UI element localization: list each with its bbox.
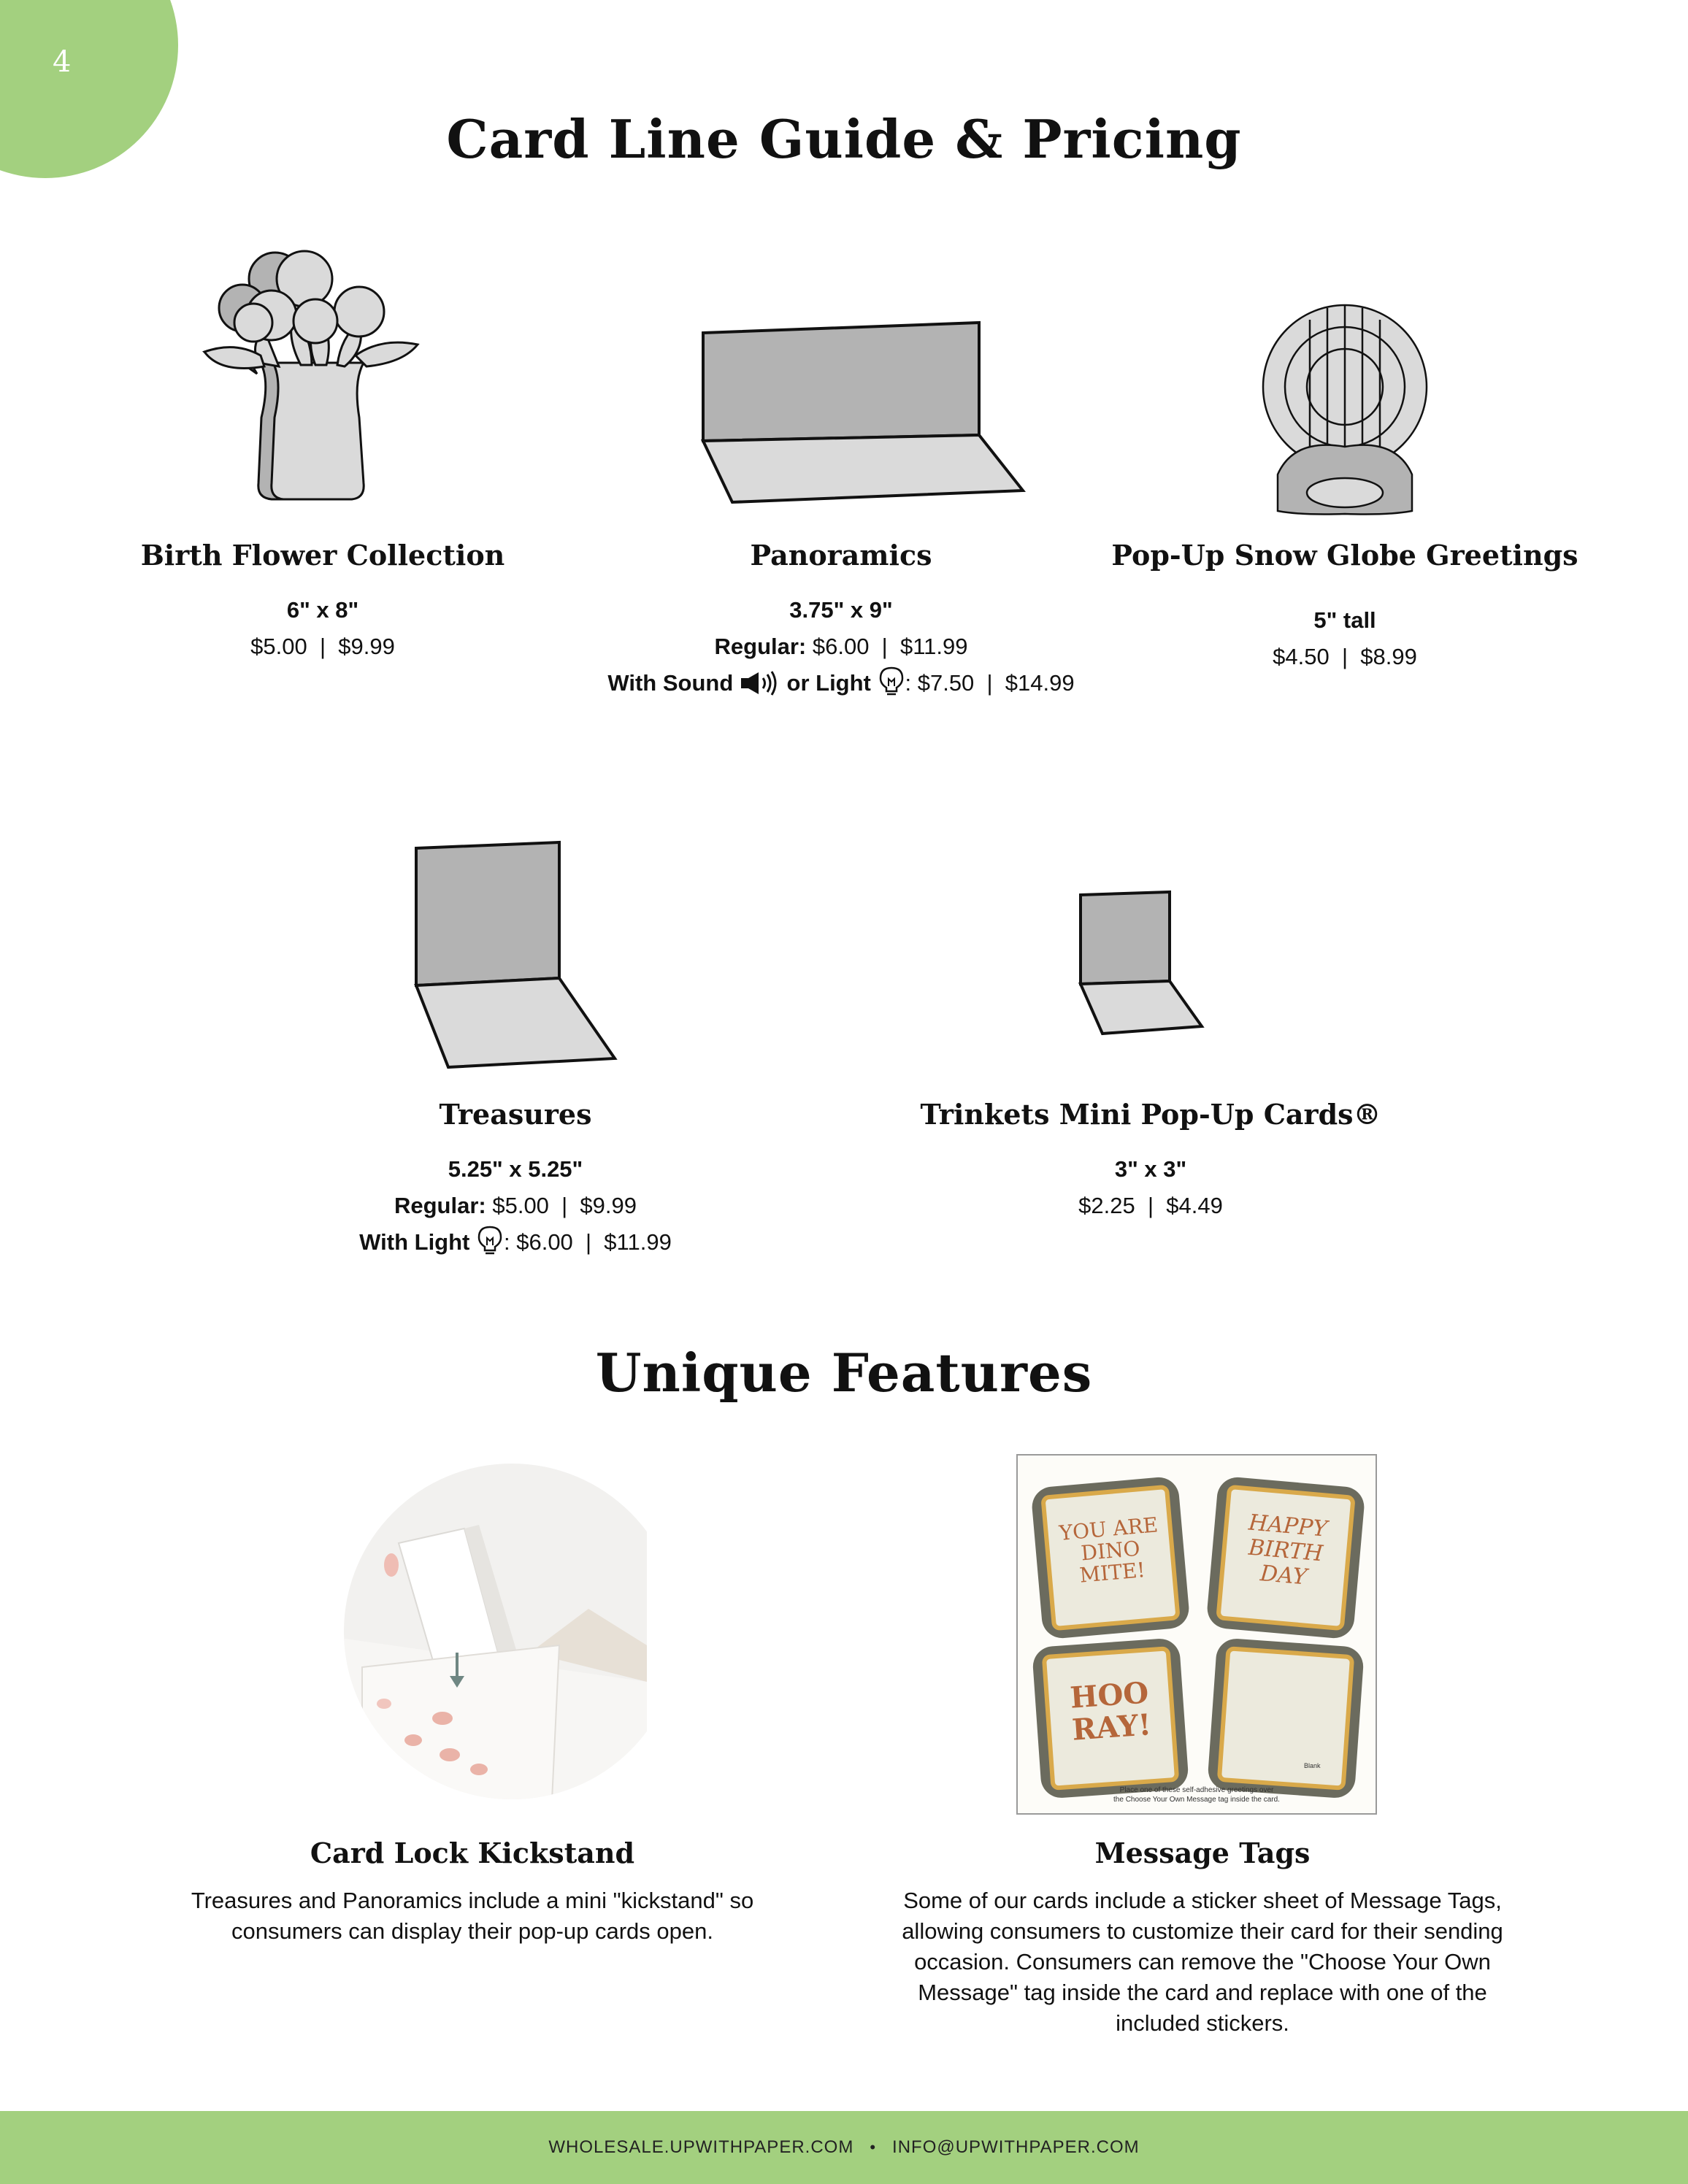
snow-globe-illustration <box>1257 292 1432 520</box>
product-trinkets <box>895 1098 1406 1224</box>
product-name: Trinkets Mini Pop-Up Cards® <box>920 1098 1381 1131</box>
birth-flower-illustration <box>191 235 425 507</box>
sound-icon <box>740 670 780 696</box>
footer <box>0 2111 1688 2184</box>
product-size: 3" x 3" <box>1114 1156 1187 1182</box>
light-bulb-icon <box>476 1225 504 1256</box>
trinkets-illustration <box>1076 889 1208 1038</box>
footer-separator: • <box>870 2138 877 2156</box>
product-price: $2.25 | $4.49 <box>1078 1193 1223 1218</box>
features-title: Unique Features <box>595 1342 1093 1404</box>
product-price: $5.00 | $9.99 <box>250 634 395 659</box>
product-size: 3.75" x 9" <box>789 597 893 623</box>
message-tag-4 <box>1227 1646 1344 1777</box>
page-number: 4 <box>53 45 72 79</box>
treasures-illustration <box>409 838 621 1072</box>
footer-website-link[interactable]: WHOLESALE.UPWITHPAPER.COM <box>548 2137 854 2157</box>
footer-email-link[interactable]: INFO@UPWITHPAPER.COM <box>892 2137 1140 2157</box>
feature-title: Card Lock Kickstand <box>310 1837 635 1869</box>
product-name: Birth Flower Collection <box>140 539 505 572</box>
product-snow-globe <box>1111 539 1578 675</box>
product-name: Treasures <box>439 1098 592 1131</box>
product-extra-price: With Sound or Light : $7.50 | $14.99 <box>549 665 1133 701</box>
sheet-caption: Place one of these self-adhesive greetings over the Choose Your Own Message tag inside the card. <box>1113 1786 1280 1804</box>
product-regular-price: Regular: $6.00 | $11.99 <box>714 634 968 659</box>
message-tag-2: HAPPY BIRTH DAY <box>1247 1510 1329 1591</box>
message-tags-sheet <box>1016 1454 1377 1815</box>
feature-card-lock-kickstand <box>162 1837 783 1947</box>
product-price: $4.50 | $8.99 <box>1273 644 1417 669</box>
product-name: Panoramics <box>750 539 932 572</box>
product-size: 5.25" x 5.25" <box>448 1156 583 1182</box>
kickstand-photo <box>340 1463 647 1800</box>
product-panoramics <box>549 539 1133 701</box>
product-size: 6" x 8" <box>286 597 359 623</box>
product-birth-flower <box>104 539 542 665</box>
feature-text: Treasures and Panoramics include a mini "kickstand" so consumers can display their pop-up cards open. <box>191 1888 754 1944</box>
panoramics-illustration <box>697 318 1033 505</box>
light-bulb-icon <box>878 666 905 696</box>
product-regular-price: Regular: $5.00 | $9.99 <box>394 1193 637 1218</box>
feature-message-tags <box>892 1837 1513 2039</box>
page-title: Card Line Guide & Pricing <box>446 108 1242 170</box>
product-size: 5" tall <box>1313 607 1376 633</box>
product-name: Pop-Up Snow Globe Greetings <box>1111 539 1578 572</box>
blank-label: Blank <box>1304 1762 1321 1769</box>
product-extra-price: With Light : $6.00 | $11.99 <box>260 1224 771 1261</box>
message-tag-1: YOU ARE DINO MITE! <box>1058 1512 1159 1588</box>
message-tag-3: HOO RAY! <box>1069 1675 1153 1747</box>
product-treasures <box>260 1098 771 1261</box>
feature-title: Message Tags <box>1094 1837 1311 1869</box>
feature-text: Some of our cards include a sticker sheet of Message Tags, allowing consumers to customize their card for their sending occasion. Consumers can remove the "Choose Your Own Message" tag inside the card and replace with one of the included stickers. <box>902 1888 1503 2036</box>
